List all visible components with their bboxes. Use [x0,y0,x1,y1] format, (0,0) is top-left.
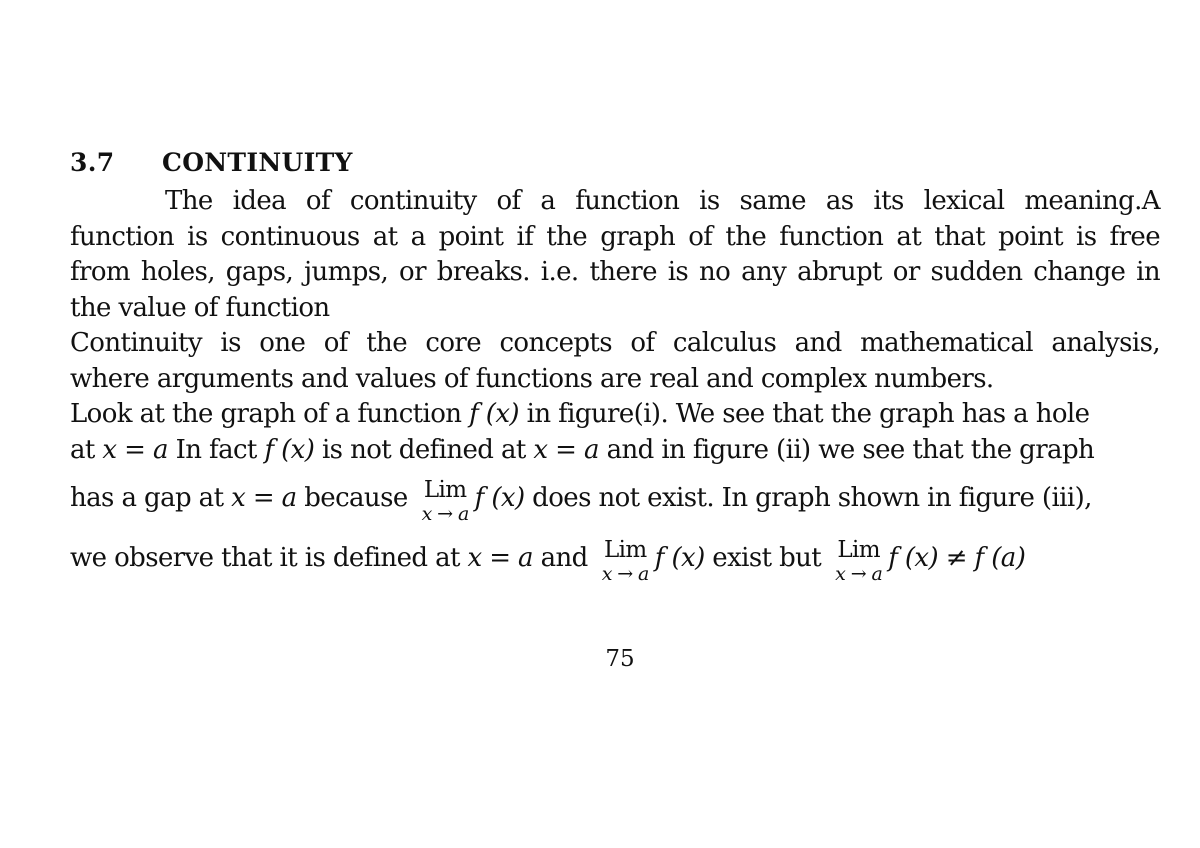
paragraph-2-line-2: where arguments and values of functions are real and complex numbers. [70,363,994,394]
text-run: at [70,434,103,465]
paragraph-1-line-1: The idea of continuity of a function is same as its lexical meaning.A [165,186,1160,216]
text-run: in figure(i). We see that the graph has a hole [518,399,1090,429]
text-run: In fact [167,434,265,465]
math-x-equals-a: x = a [231,483,297,513]
paragraph-1-line-3: from holes, gaps, jumps, or breaks. i.e. there is no any abrupt or sudden change in [70,257,1160,287]
math-inequality: f (x) ≠ f (a) [888,543,1026,573]
limit-expression [602,539,649,584]
limit-label: Lim [837,537,880,563]
limit-label: Lim [423,477,467,503]
paragraph-2-line-1: Continuity is one of the core concepts of calculus and mathematical analysis, [70,328,1160,358]
text-run: does not exist. In graph shown in figure (iii), [524,483,1092,513]
math-fx: f (x) [469,399,519,429]
paragraph-3-line-4 [70,528,1160,588]
limit-expression [422,479,469,524]
math-x-equals-a: x = a [467,543,533,573]
paragraph-3-line-3 [70,468,1160,528]
section-heading [70,148,353,177]
text-run: has a gap at [70,483,232,513]
limit-label: Lim [603,537,647,563]
text-run: because [296,483,408,513]
text-run: we observe that it is defined at [70,543,468,573]
text-run: is not defined at [314,434,534,465]
math-fx: f (x) [654,543,705,573]
limit-expression [835,539,882,584]
body-text [70,184,1160,588]
text-run: exist but [704,543,822,573]
paragraph-3-line-2 [70,433,1160,469]
limit-approach: x → a [421,503,469,525]
page-number: 75 [605,646,635,672]
limit-approach: x → a [835,563,883,585]
section-title: CONTINUITY [162,148,353,177]
section-number: 3.7 [70,148,115,177]
text-run: Look at the graph of a function [70,399,470,429]
limit-approach: x → a [601,563,649,585]
text-run: and in figure (ii) we see that the graph [598,434,1095,465]
math-fx: f (x) [474,483,525,513]
paragraph-1-line-4: the value of function [70,292,330,323]
text-run: and [532,543,588,573]
paragraph-1-line-2: function is continuous at a point if the graph of the function at that point is free [70,221,1160,252]
math-x-equals-a: x = a [102,434,168,465]
math-x-equals-a: x = a [533,434,599,465]
math-fx: f (x) [264,434,315,465]
paragraph-3-line-1 [70,397,1160,433]
